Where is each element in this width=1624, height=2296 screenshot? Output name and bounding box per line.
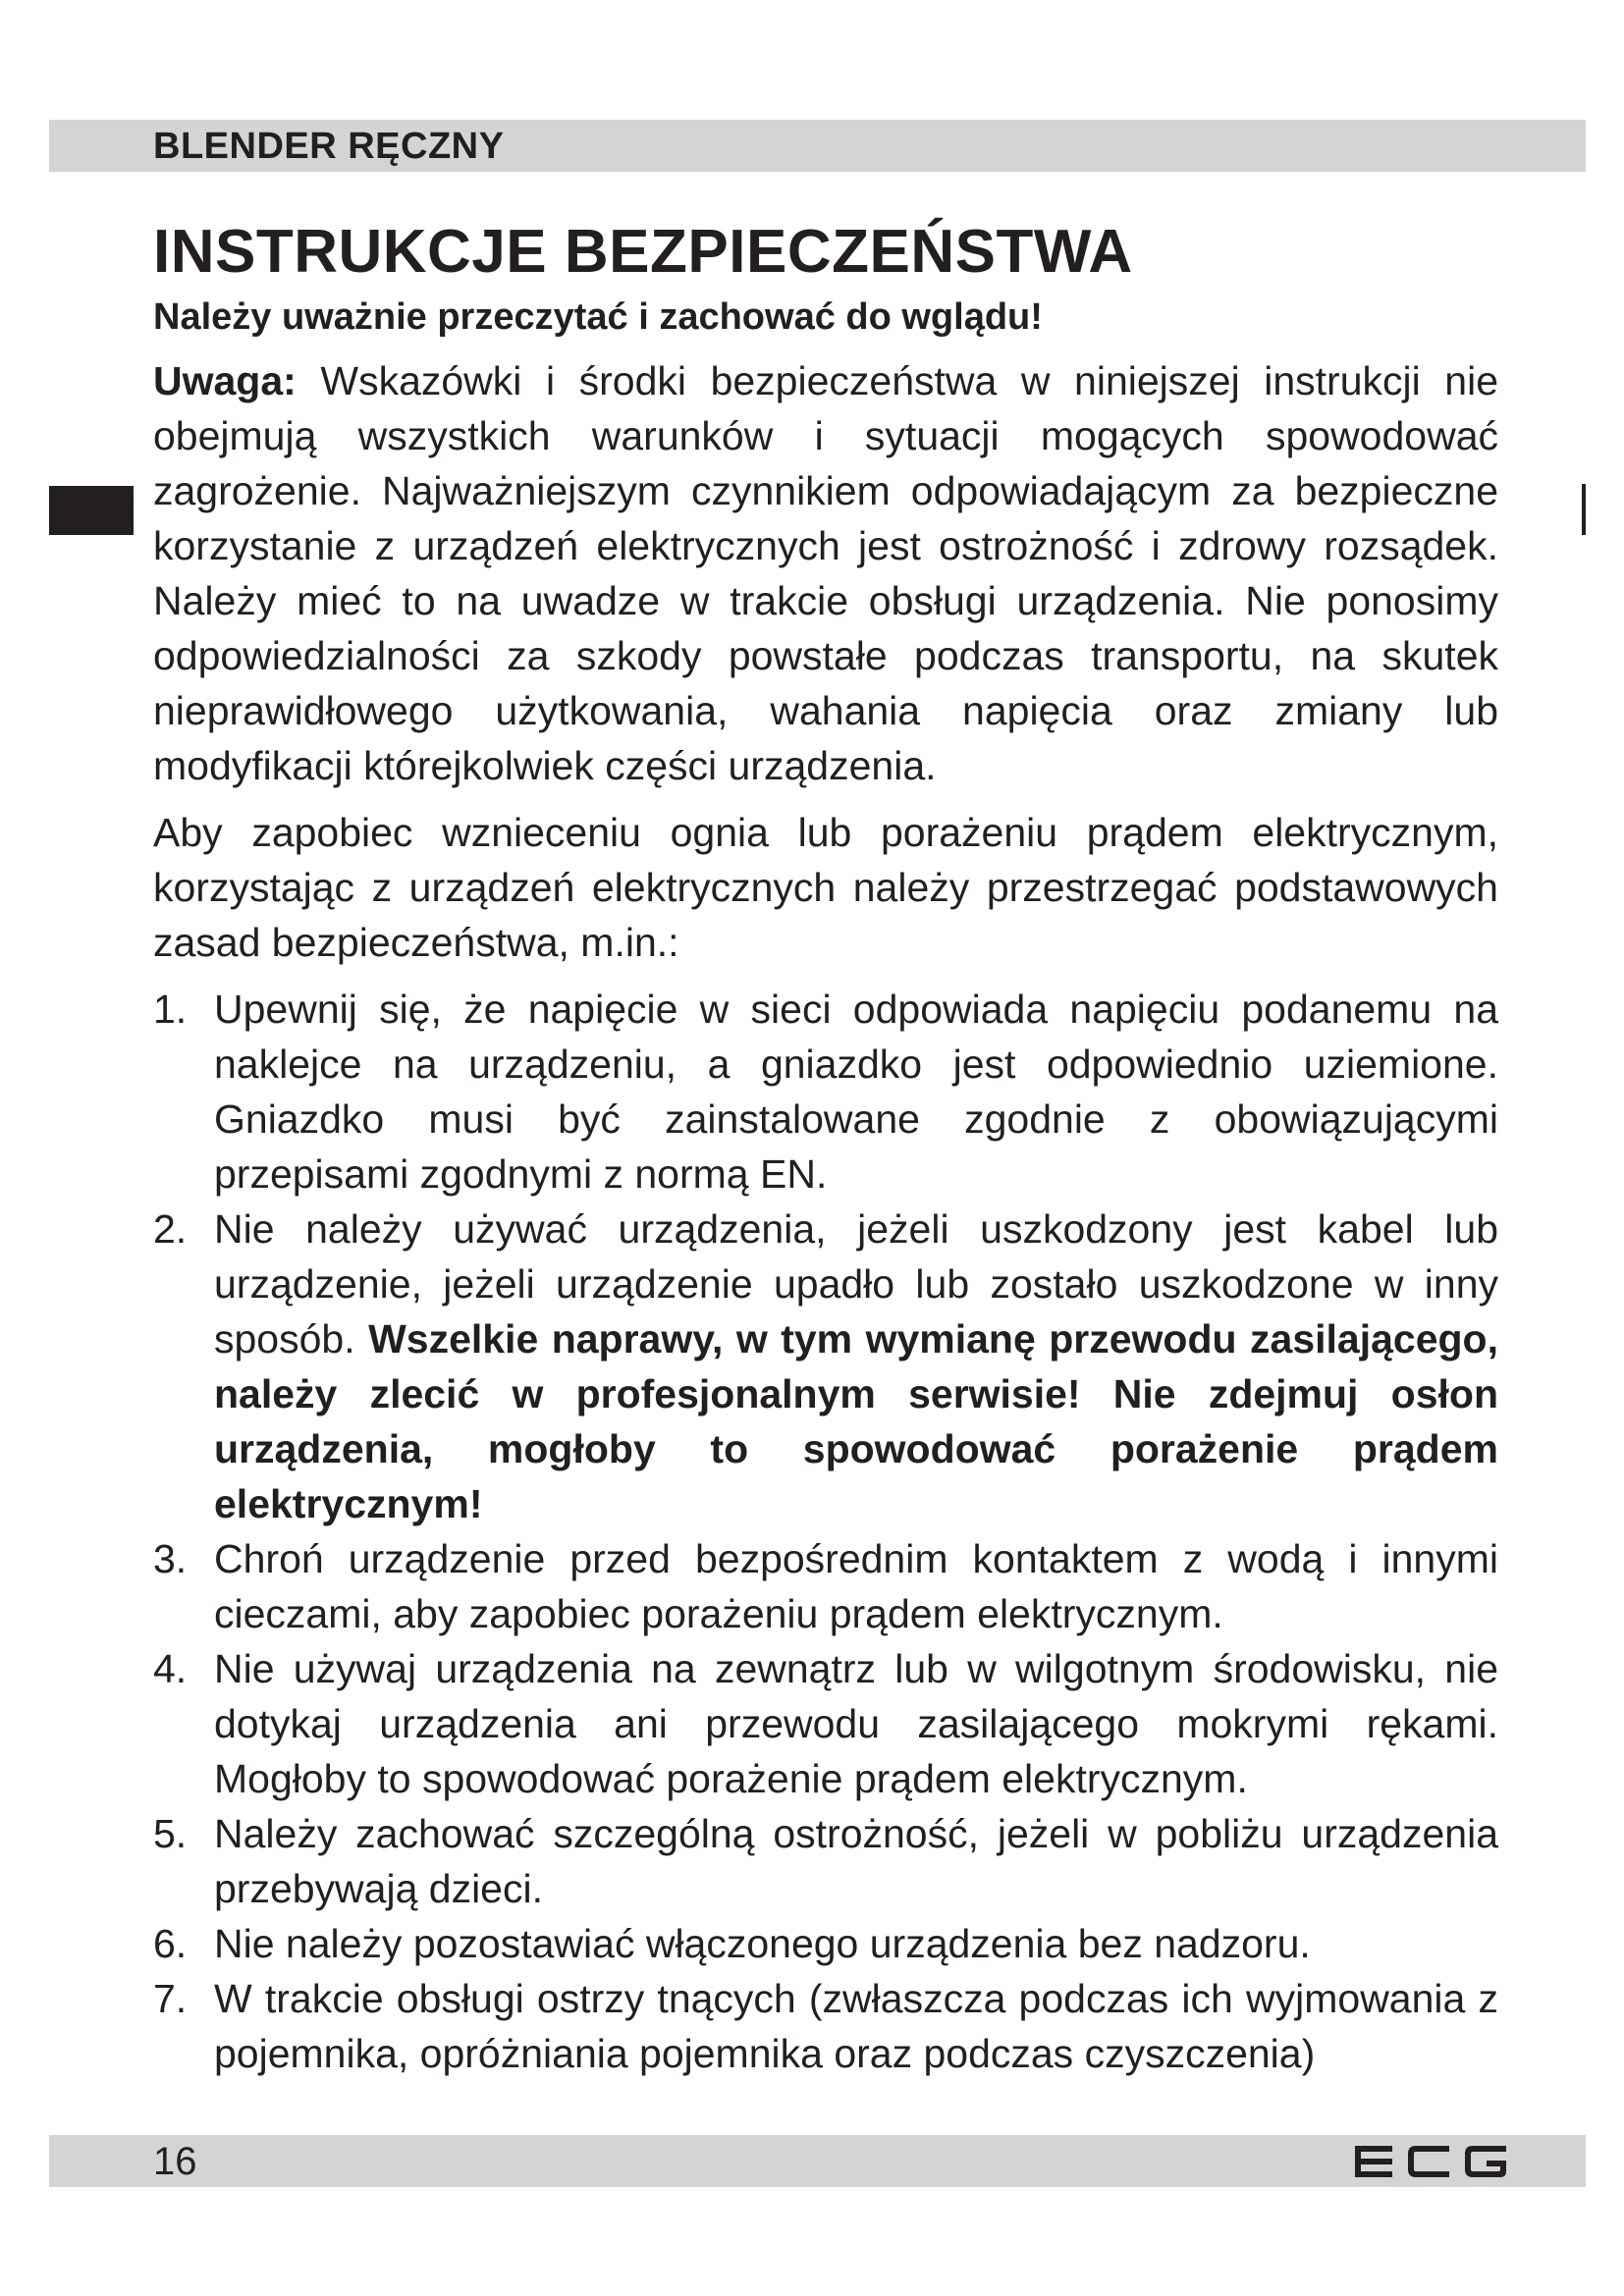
intro-paragraph: Aby zapobiec wznieceniu ognia lub porażeniu prądem elektrycznym, korzystając z urządzeń elektrycznych należy przestrzegać podstawowych zasad bezpieczeństwa, m.in.:	[153, 810, 1498, 965]
list-item-text: Nie używaj urządzenia na zewnątrz lub w wilgotnym środowisku, nie dotykaj urządzenia ani przewodu zasilającego mokrymi rękami. Mogłoby to spowodować porażenie prądem elektrycznym.	[214, 1646, 1498, 1801]
ecg-logo-icon	[1353, 2144, 1510, 2179]
list-item-text: W trakcie obsługi ostrzy tnących (zwłaszcza podczas ich wyjmowania z pojemnika, opróżniania pojemnika oraz podczas czyszczenia)	[214, 1976, 1498, 2076]
list-item	[153, 982, 1498, 1201]
note-lead: Uwaga:	[153, 358, 297, 403]
list-item-number: 4.	[153, 1646, 188, 1691]
list-item-number: 3.	[153, 1536, 188, 1581]
page-heading: INSTRUKCJE BEZPIECZEŃSTWA	[153, 218, 1133, 286]
header-bar	[49, 120, 1586, 172]
list-item	[153, 1201, 1498, 1531]
list-item	[153, 1531, 1498, 1641]
safety-list	[153, 982, 1498, 2081]
list-item-text: Należy zachować szczególną ostrożność, jeżeli w pobliżu urządzenia przebywają dzieci.	[214, 1811, 1498, 1911]
list-item-warning: Wszelkie naprawy, w tym wymianę przewodu zasilającego, należy zlecić w profesjonalnym serwisie! Nie zdejmuj osłon urządzenia, mogłoby to spowodować porażenie prądem elektrycznym!	[214, 1316, 1498, 1526]
list-item	[153, 1916, 1498, 1971]
list-item-text: Chroń urządzenie przed bezpośrednim kontaktem z wodą i innymi cieczami, aby zapobiec porażeniu prądem elektrycznym.	[214, 1536, 1498, 1636]
main-content	[153, 216, 1498, 2081]
list-item-number: 1.	[153, 987, 188, 1032]
footer-bar	[49, 2135, 1586, 2187]
list-item	[153, 1806, 1498, 1916]
list-item	[153, 1641, 1498, 1806]
note-paragraph	[153, 353, 1498, 793]
list-item-number: 2.	[153, 1206, 188, 1252]
header-title: BLENDER RĘCZNY	[153, 126, 505, 167]
list-item-text: Nie należy pozostawiać włączonego urządzenia bez nadzoru.	[214, 1921, 1311, 1966]
page-subtitle: Należy uważnie przeczytać i zachować do wglądu!	[153, 296, 1043, 338]
list-item-number: 7.	[153, 1976, 188, 2021]
list-item	[153, 1971, 1498, 2081]
list-item-number: 6.	[153, 1921, 188, 1966]
page-number: 16	[153, 2140, 197, 2183]
language-tab-marker	[49, 486, 134, 535]
margin-mark	[1582, 484, 1586, 535]
list-item-text: Upewnij się, że napięcie w sieci odpowiada napięciu podanemu na naklejce na urządzeniu, a gniazdko jest odpowiednio uziemione. Gniazdko musi być zainstalowane zgodnie z obowiązującymi przepisami zgodnymi z normą EN.	[214, 987, 1498, 1197]
note-text: Wskazówki i środki bezpieczeństwa w niniejszej instrukcji nie obejmują wszystkich warunków i sytuacji mogących spowodować zagrożenie. Najważniejszym czynnikiem odpowiadającym za bezpieczne korzystanie z urządzeń elektrycznych jest ostrożność i zdrowy rozsądek. Należy mieć to na uwadze w trakcie obsługi urządzenia. Nie ponosimy odpowiedzialności za szkody powstałe podczas transportu, na skutek nieprawidłowego użytkowania, wahania napięcia oraz zmiany lub modyfikacji którejkolwiek części urządzenia.	[153, 358, 1498, 788]
list-item-text: Nie należy używać urządzenia, jeżeli uszkodzony jest kabel lub urządzenie, jeżeli urządzenie upadło lub zostało uszkodzone w inny sposób.	[214, 1206, 1498, 1362]
list-item-number: 5.	[153, 1811, 188, 1856]
